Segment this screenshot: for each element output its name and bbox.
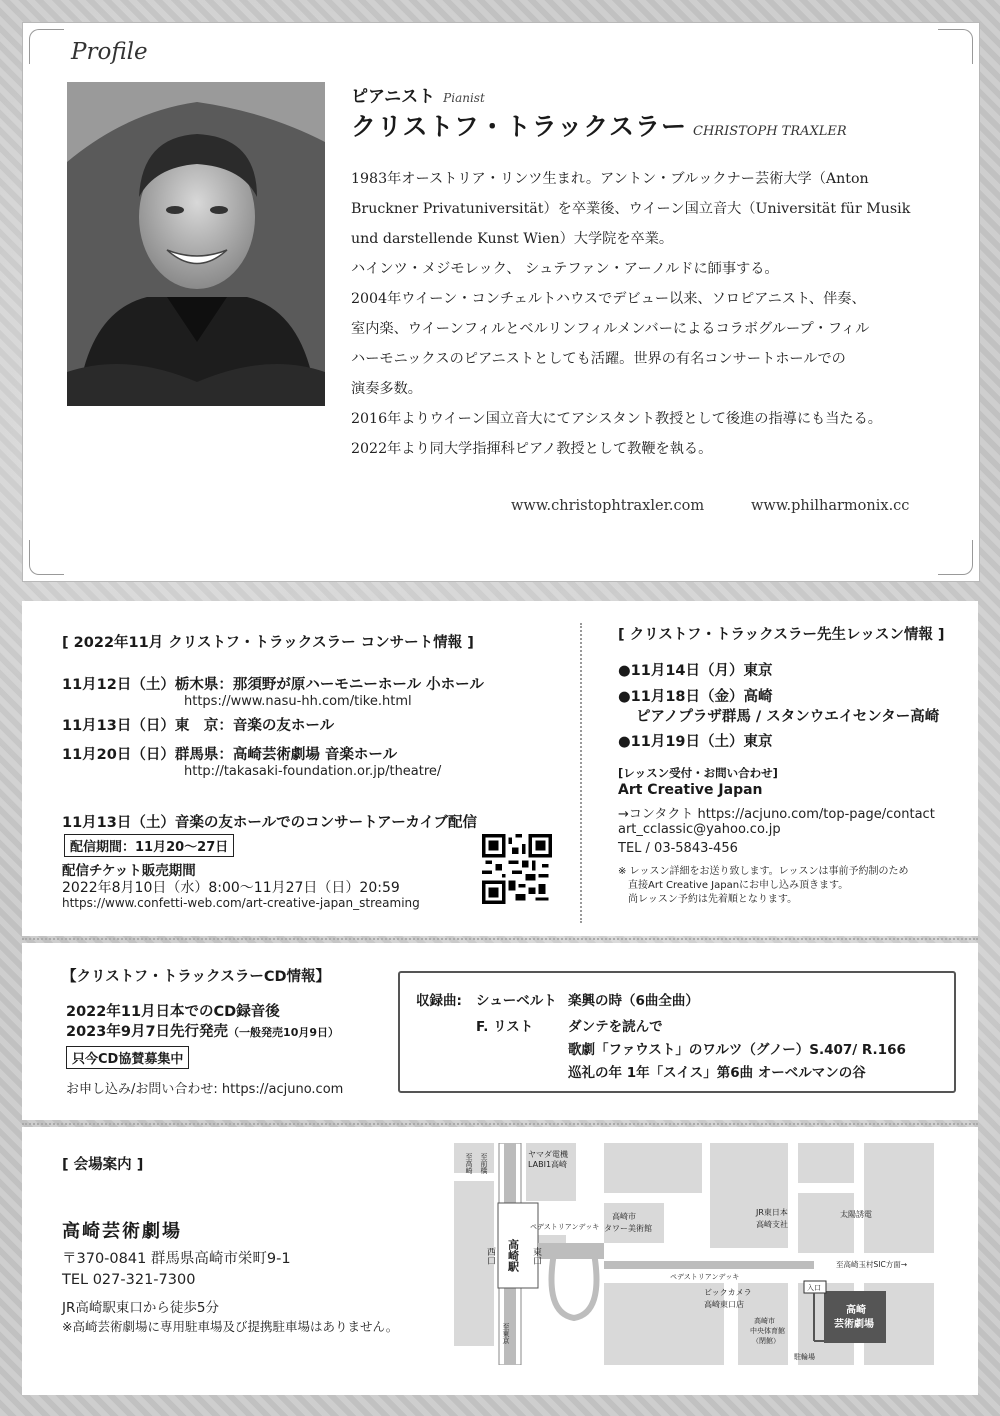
lesson-note: 直接Art Creative Japanにお申し込み頂きます。: [628, 880, 849, 891]
track: 巡礼の年 1年「スイス」第6曲 オーベルマンの谷: [568, 1065, 866, 1081]
bio-line: ハーモニックスのピアニストとしても活躍。世界の有名コンサートホールでの: [351, 351, 846, 367]
map-label: （閉館）: [752, 1337, 780, 1345]
map-label: 高崎東口店: [704, 1300, 744, 1309]
map-label: 至高崎: [465, 1153, 473, 1174]
name-ja: クリストフ・トラックスラー: [351, 112, 688, 141]
contact-url[interactable]: →コンタクト https://acjuno.com/top-page/contact: [618, 807, 935, 822]
cd-line: [66, 1020, 339, 1041]
website-link-traxler[interactable]: www.christophtraxler.com: [511, 498, 705, 514]
map-label: ペデストリアンデッキ: [530, 1223, 600, 1231]
bio-line: 演奏多数。: [351, 381, 422, 397]
profile-panel: [22, 22, 980, 582]
cd-line: 2022年11月日本でのCD録音後: [66, 1004, 280, 1020]
venue-tel: TEL 027-321-7300: [62, 1272, 196, 1288]
bio-line: ハインツ・メジモレック、 シュテファン・アーノルドに師事する。: [351, 261, 779, 277]
track: 歌劇「ファウスト」のワルツ（グノー）S.407/ R.166: [568, 1042, 906, 1058]
map-label: 芸術劇場: [834, 1319, 874, 1330]
lesson-item: ●11月18日（金）高崎: [618, 689, 773, 705]
map-label: LABI1高崎: [528, 1160, 568, 1169]
lesson-note: ※ レッスン詳細をお送り致します。レッスンは事前予約制のため: [618, 866, 909, 877]
map-label: 至高崎玉村SIC方面→: [836, 1260, 907, 1269]
qr-code[interactable]: [482, 834, 552, 904]
section-divider: [22, 1123, 978, 1125]
track: 楽興の時（6曲全曲）: [568, 993, 699, 1009]
lesson-item: ピアノプラザ群馬 / スタンウエイセンター高崎: [636, 709, 940, 725]
lesson-title: [ クリストフ・トラックスラー先生レッスン情報 ]: [618, 627, 945, 643]
event-url[interactable]: https://www.nasu-hh.com/tike.html: [184, 694, 412, 709]
venue-map: [454, 1143, 934, 1365]
cd-contact: お申し込み/お問い合わせ: https://acjuno.com: [66, 1082, 344, 1097]
event-date: 11月20日（日）: [62, 747, 175, 763]
event-row: [62, 743, 397, 764]
concert-title: [ 2022年11月 クリストフ・トラックスラー コンサート情報 ]: [62, 635, 474, 651]
event-place: 東 京：音楽の友ホール: [174, 718, 335, 734]
sponsor-badge: 只今CD協賛募集中: [66, 1046, 189, 1069]
ticket-url[interactable]: https://www.confetti-web.com/art-creative-japan_streaming: [62, 896, 420, 910]
venue-parking-note: ※高崎芸術劇場に専用駐車場及び提携駐車場はありません。: [62, 1319, 399, 1334]
map-label: 至前橋: [480, 1153, 488, 1174]
bio-line: Bruckner Privatuniversität）を卒業後、ウイーン国立音大（Universität für Musik: [351, 201, 911, 217]
corner-ornament: [938, 29, 973, 64]
venue-access: JR高崎駅東口から徒歩5分: [62, 1300, 219, 1316]
bio-line: 2004年ウイーン・コンチェルトハウスでデビュー以来、ソロピアニスト、伴奏、: [351, 291, 866, 307]
corner-ornament: [29, 540, 64, 575]
venue-title: [ 会場案内 ]: [62, 1157, 144, 1173]
role-label: [351, 82, 485, 107]
website-link-philharmonix[interactable]: www.philharmonix.cc: [751, 498, 910, 514]
map-label: ビックカメラ: [704, 1288, 752, 1297]
ticket-label: 配信チケット販売期間: [62, 863, 196, 879]
event-date: 11月12日（土）: [62, 677, 175, 693]
pianist-photo: [67, 82, 325, 406]
venue-address: 〒370-0841 群馬県高崎市栄町9-1: [62, 1251, 291, 1267]
column-divider: [580, 623, 582, 923]
biography: [351, 164, 951, 464]
map-label: 高崎: [846, 1305, 866, 1316]
map-label: 高崎市: [754, 1317, 775, 1325]
composer: シューベルト: [476, 993, 557, 1009]
map-label: 入口: [807, 1284, 821, 1292]
profile-heading: Profile: [71, 39, 148, 65]
map-label: 西口: [485, 1247, 495, 1265]
map-label: ペデストリアンデッキ: [670, 1273, 740, 1281]
event-date: 11月13日（日）: [62, 718, 175, 734]
tracks-label: 収録曲:: [416, 993, 462, 1009]
map-label: JR東日本: [756, 1208, 788, 1217]
corner-ornament: [29, 29, 64, 64]
map-label: 中央体育館: [750, 1327, 785, 1335]
company-name: Art Creative Japan: [618, 782, 763, 798]
event-place: 群馬県：高崎芸術劇場 音楽ホール: [174, 747, 398, 763]
concert-panel: [22, 601, 978, 936]
bio-line: 1983年オーストリア・リンツ生まれ。アントン・ブルックナー芸術大学（Anton: [351, 171, 869, 187]
venue-panel: [22, 1127, 978, 1395]
lesson-note: 尚レッスン予約は先着順となります。: [628, 894, 798, 905]
map-label: 東口: [531, 1247, 541, 1265]
map-label: 高崎駅: [506, 1239, 520, 1272]
general-release: （一般発売10月9日）: [228, 1026, 340, 1039]
map-label: 至東京: [502, 1323, 510, 1344]
corner-ornament: [938, 540, 973, 575]
composer: F. リスト: [476, 1019, 534, 1035]
lesson-item: ●11月19日（土）東京: [618, 734, 773, 750]
release-date: 2023年9月7日先行発売: [66, 1024, 229, 1040]
bio-line: 室内楽、ウイーンフィルとベルリンフィルメンバーによるコラボグループ・フィル: [351, 321, 870, 337]
event-row: [62, 714, 334, 735]
contact-label: [レッスン受付・お問い合わせ]: [618, 766, 778, 780]
map-label: タワー美術館: [604, 1224, 652, 1233]
lesson-item: ●11月14日（月）東京: [618, 663, 773, 679]
ticket-period: 2022年8月10日（水）8:00～11月27日（日）20:59: [62, 880, 400, 896]
map-label: 太陽誘電: [840, 1210, 872, 1219]
track-list-box: [398, 971, 956, 1093]
venue-name: 高崎芸術劇場: [62, 1221, 182, 1242]
contact-email[interactable]: art_cclassic@yahoo.co.jp: [618, 822, 781, 837]
cd-title: 【クリストフ・トラックスラーCD情報】: [62, 969, 331, 985]
role-en: Pianist: [443, 91, 485, 105]
name-en: CHRISTOPH TRAXLER: [693, 124, 847, 139]
archive-period: 配信期間：11月20～27日: [64, 834, 234, 857]
archive-title: 11月13日（土）音楽の友ホールでのコンサートアーカイブ配信: [62, 815, 478, 831]
event-url[interactable]: http://takasaki-foundation.or.jp/theatre/: [184, 764, 442, 779]
event-place: 栃木県：那須野が原ハーモニーホール 小ホール: [174, 677, 484, 693]
pianist-name: [351, 107, 847, 143]
map-label: 高崎支社: [756, 1220, 788, 1229]
bio-line: 2022年より同大学指揮科ピアノ教授として教鞭を執る。: [351, 441, 713, 457]
bio-line: und darstellende Kunst Wien）大学院を卒業。: [351, 231, 674, 247]
track: ダンテを読んで: [568, 1019, 663, 1035]
bio-line: 2016年よりウイーン国立音大にてアシスタント教授として後進の指導にも当たる。: [351, 411, 882, 427]
map-label: ヤマダ電機: [528, 1150, 568, 1159]
cd-panel: [22, 943, 978, 1120]
role-ja: ピアニスト: [351, 87, 436, 107]
section-divider: [22, 938, 978, 940]
event-row: [62, 673, 484, 694]
contact-tel: TEL / 03-5843-456: [618, 841, 738, 856]
map-label: 駐輪場: [794, 1353, 815, 1361]
map-label: 高崎市: [612, 1212, 636, 1221]
